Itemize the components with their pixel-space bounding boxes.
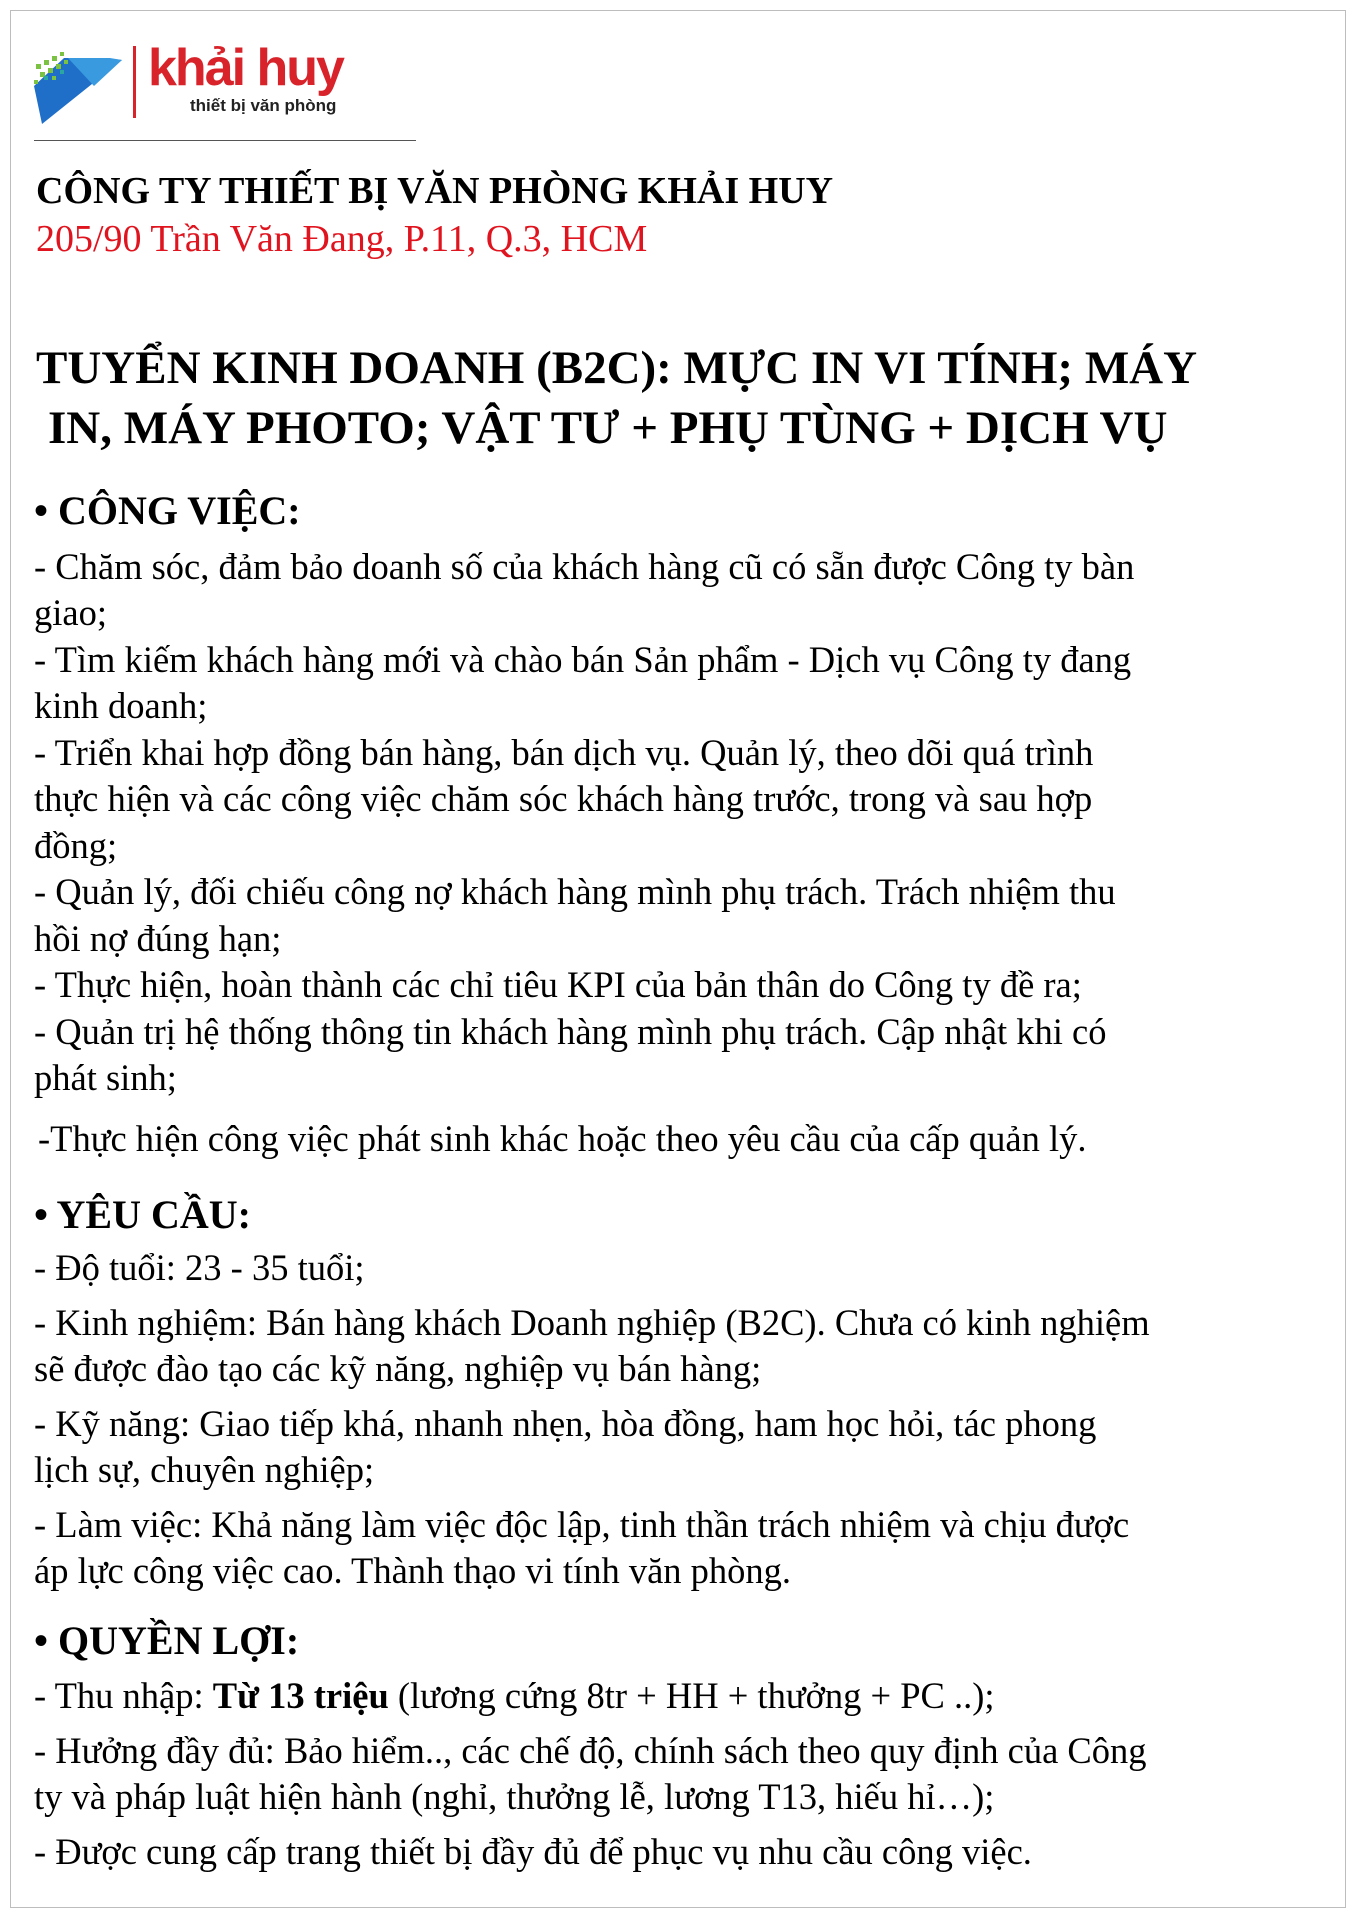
cong-viec-line: - Chăm sóc, đảm bảo doanh số của khách hàng cũ có sẵn được Công ty bàn	[34, 546, 1135, 587]
cong-viec-line: đồng;	[34, 825, 118, 866]
quyen-loi-line: - Hưởng đầy đủ: Bảo hiểm.., các chế độ, chính sách theo quy định của Công	[34, 1730, 1147, 1771]
company-logo	[34, 39, 364, 124]
cong-viec-line: -Thực hiện công việc phát sinh khác hoặc theo yêu cầu của cấp quản lý.	[38, 1118, 1087, 1159]
yeu-cau-line: lịch sự, chuyên nghiệp;	[34, 1449, 375, 1490]
logo-arrow-icon	[34, 46, 122, 124]
cong-viec-line: kinh doanh;	[34, 685, 208, 726]
company-address: 205/90 Trần Văn Đang, P.11, Q.3, HCM	[36, 218, 648, 260]
cong-viec-line: - Tìm kiếm khách hàng mới và chào bán Sản phẩm - Dịch vụ Công ty đang	[34, 639, 1132, 680]
cong-viec-line: giao;	[34, 592, 107, 633]
yeu-cau-line: - Làm việc: Khả năng làm việc độc lập, tinh thần trách nhiệm và chịu được	[34, 1504, 1130, 1545]
yeu-cau-line: sẽ được đào tạo các kỹ năng, nghiệp vụ bán hàng;	[34, 1348, 762, 1389]
job-headline	[36, 338, 1326, 458]
cong-viec-line: hồi nợ đúng hạn;	[34, 918, 282, 959]
section-title-quyen-loi: • QUYỀN LỢI:	[34, 1618, 300, 1663]
cong-viec-line: - Quản lý, đối chiếu công nợ khách hàng mình phụ trách. Trách nhiệm thu	[34, 871, 1116, 912]
quyen-loi-income-line	[34, 1673, 995, 1719]
income-prefix: - Thu nhập:	[34, 1675, 213, 1716]
income-suffix: (lương cứng 8tr + HH + thưởng + PC ..);	[388, 1675, 995, 1716]
logo-tagline: thiết bị văn phòng	[190, 96, 337, 115]
headline-line-1: TUYỂN KINH DOANH (B2C): MỰC IN VI TÍNH; MÁY	[36, 342, 1198, 394]
yeu-cau-line: - Kinh nghiệm: Bán hàng khách Doanh nghiệp (B2C). Chưa có kinh nghiệm	[34, 1302, 1150, 1343]
cong-viec-line: - Thực hiện, hoàn thành các chỉ tiêu KPI của bản thân do Công ty đề ra;	[34, 964, 1082, 1005]
yeu-cau-line: áp lực công việc cao. Thành thạo vi tính văn phòng.	[34, 1550, 792, 1591]
cong-viec-line: thực hiện và các công việc chăm sóc khách hàng trước, trong và sau hợp	[34, 778, 1093, 819]
company-name: CÔNG TY THIẾT BỊ VĂN PHÒNG KHẢI HUY	[36, 170, 834, 212]
logo-divider	[133, 46, 136, 118]
headline-line-2: IN, MÁY PHOTO; VẬT TƯ + PHỤ TÙNG + DỊCH VỤ	[48, 402, 1168, 454]
cong-viec-line: - Triển khai hợp đồng bán hàng, bán dịch vụ. Quản lý, theo dõi quá trình	[34, 732, 1094, 773]
income-highlight: Từ 13 triệu	[212, 1675, 389, 1716]
section-title-cong-viec: • CÔNG VIỆC:	[34, 488, 301, 533]
yeu-cau-line: - Kỹ năng: Giao tiếp khá, nhanh nhẹn, hòa đồng, ham học hỏi, tác phong	[34, 1403, 1097, 1444]
yeu-cau-line: - Độ tuổi: 23 - 35 tuổi;	[34, 1247, 365, 1288]
quyen-loi-line: ty và pháp luật hiện hành (nghỉ, thưởng lễ, lương T13, hiếu hỉ…);	[34, 1776, 995, 1817]
section-title-yeu-cau: • YÊU CẦU:	[34, 1192, 251, 1237]
quyen-loi-line: - Được cung cấp trang thiết bị đầy đủ để phục vụ nhu cầu công việc.	[34, 1831, 1032, 1872]
cong-viec-line: phát sinh;	[34, 1057, 177, 1098]
header-rule	[34, 140, 416, 141]
logo-brand-name: khải huy	[148, 39, 343, 97]
cong-viec-line: - Quản trị hệ thống thông tin khách hàng mình phụ trách. Cập nhật khi có	[34, 1011, 1107, 1052]
